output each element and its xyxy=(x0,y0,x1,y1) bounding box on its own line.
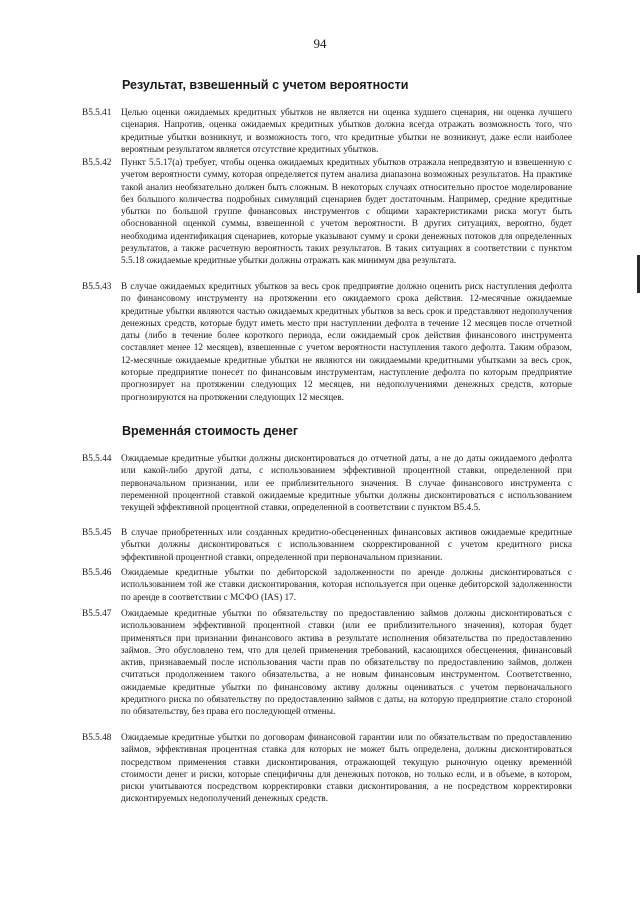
paragraph-number: B5.5.42 xyxy=(82,158,112,168)
paragraph xyxy=(82,453,572,514)
paragraph-number: B5.5.47 xyxy=(82,609,112,619)
paragraph-text: Целью оценки ожидаемых кредитных убытков не является ни оценка худшего сценария, ни оценка лучшего сценария. Напротив, оценка ожидаемых кредитных убытков должна всегда отражать возможность того, что кредитные убытки возникнут, и возможность того, что кредитные убытки не возникнут, даже если наиболее вероятным результатом является отсутствие кредитных убытков. xyxy=(121,108,572,155)
paragraph-text: Пункт 5.5.17(a) требует, чтобы оценка ожидаемых кредитных убытков отражала непредвзятую и взвешенную с учетом вероятности сумму, которая определяется путем анализа диапазона возможных результатов. На практике такой анализ необязательно должен быть сложным. В некоторых случаях относительно простое моделирование без большого количества подробных симуляций сценариев будет достаточным. Например, средние кредитные убытки по большой группе финансовых инструментов с общими характеристиками риска могут быть обоснованной оценкой суммы, взвешенной с учетом вероятности. В других ситуациях, вероятно, будет необходима идентификация сценариев, которые указывают сумму и сроки денежных потоков для определенных результатов, а также расчетную вероятность таких результатов. В таких ситуациях в соответствии с пунктом 5.5.18 ожидаемые кредитные убытки должны отражать как минимум два результата. xyxy=(121,158,572,267)
paragraph-text: Ожидаемые кредитные убытки по обязательству по предоставлению займов должны дисконтироваться с использованием эффективной процентной ставки (или ее приблизительного значения), которая будет применяться при признании финансового актива в результате исполнения обязательства по предоставлению займов. Это обусловлено тем, что для целей применения требований, касающихся обесценения, финансовый актив, признаваемый после использования части прав по обязательству по предоставлению займов, должен считаться продолжением такого обязательства, а не новым финансовым инструментом. Соответственно, ожидаемые кредитные убытки по финансовому активу должны оцениваться с учетом первоначального кредитного риска по обязательству по предоставлению займов с даты, на которую предприятие стало стороной по обязательству, без права его последующей отмены. xyxy=(121,609,572,718)
paragraph xyxy=(82,107,572,156)
paragraph xyxy=(82,608,572,719)
paragraph-text: Ожидаемые кредитные убытки должны дисконтироваться до отчетной даты, а не до даты ожидаемого дефолта или какой-либо другой даты, с использованием эффективной процентной ставки, определенной при первоначальном признании, или ее приблизительного значения. В случае финансового инструмента с переменной процентной ставкой ожидаемые кредитные убытки должны дисконтироваться с использованием текущей эффективной процентной ставки, определенной в соответствии с пунктом B5.4.5. xyxy=(121,454,572,514)
paragraph-text: В случае ожидаемых кредитных убытков за весь срок предприятие должно оценить риск наступления дефолта по финансовому инструменту на протяжении его ожидаемого срока действия. 12-месячные ожидаемые кредитные убытки являются частью ожидаемых кредитных убытков за весь срок и представляют недополучения денежных средств, которые будут иметь место при наступлении дефолта в течение 12 месяцев после отчетной даты (либо в течение более короткого периода, если ожидаемый срок действия финансового инструмента составляет менее 12 месяцев), взвешенные с учетом вероятности наступления такого дефолта. Таким образом, 12-месячные ожидаемые кредитные убытки не являются ни ожидаемыми кредитными убытками за весь срок, которые предприятие понесет по финансовым инструментам, наступление дефолта по которым предприятие прогнозирует на протяжении следующих 12 месяцев, ни недополучениями денежных средств, которые прогнозируются на протяжении следующих 12 месяцев. xyxy=(121,282,572,403)
paragraph-number: B5.5.45 xyxy=(82,528,112,538)
paragraph-text: Ожидаемые кредитные убытки по договорам финансовой гарантии или по обязательствам по предоставлению займов, эффективная процентная ставка для которых не может быть определена, должны дисконтироваться посредством применения ставки дисконтирования, отражающей текущую рыночную оценку временнóй стоимости денег и риски, которые специфичны для денежных потоков, но только если, и в объеме, в котором, риски учитываются посредством корректировки ставки дисконтирования, а не посредством корректировки дисконтируемых недополучений денежных средств. xyxy=(121,733,572,805)
paragraph xyxy=(82,732,572,806)
paragraph-text: Ожидаемые кредитные убытки по дебиторской задолженности по аренде должны дисконтироваться с использованием той же ставки дисконтирования, которая используется при оценке дебиторской задолженности по аренде в соответствии с МСФО (IAS) 17. xyxy=(121,568,572,603)
paragraph-number: B5.5.41 xyxy=(82,108,112,118)
paragraph-number: B5.5.48 xyxy=(82,733,112,743)
section-heading: Временнáя стоимость денег xyxy=(122,424,299,438)
paragraph-text: В случае приобретенных или созданных кредитно-обесцененных финансовых активов ожидаемые кредитные убытки должны дисконтироваться с использованием скорректированной с учетом кредитного риска эффективной процентной ставки, определенной при первоначальном признании. xyxy=(121,528,572,563)
paragraph-number: B5.5.43 xyxy=(82,282,112,292)
page-number: 94 xyxy=(313,36,327,51)
paragraph xyxy=(82,281,572,404)
paragraph xyxy=(82,157,572,268)
paragraph xyxy=(82,567,572,604)
paragraph-number: B5.5.44 xyxy=(82,454,112,464)
paragraph xyxy=(82,527,572,564)
section-heading: Результат, взвешенный с учетом вероятности xyxy=(122,78,409,92)
paragraph-number: B5.5.46 xyxy=(82,568,112,578)
